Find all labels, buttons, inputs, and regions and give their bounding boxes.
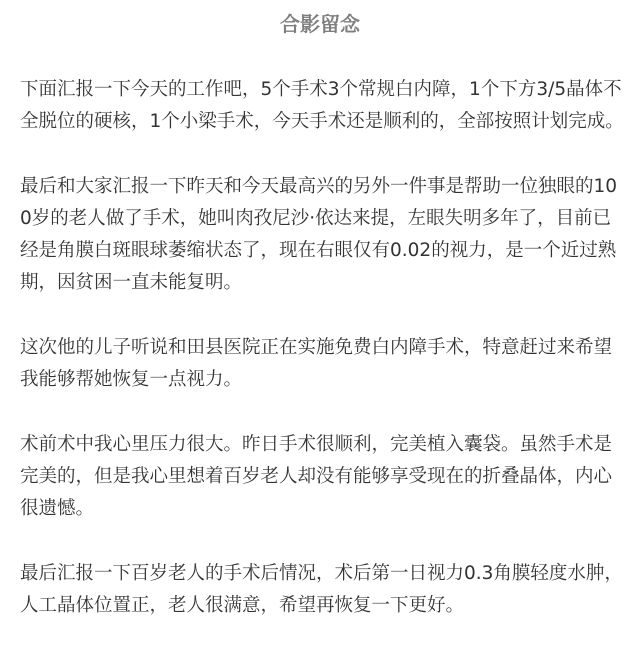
paragraph-4: 术前术中我心里压力很大。昨日手术很顺利，完美植入囊袋。虽然手术是完美的，但是我心里想着百岁老人却没有能够享受现在的折叠晶体，内心很遗憾。 <box>20 434 613 519</box>
paragraph-5: 最后汇报一下百岁老人的手术后情况，术后第一日视力0.3角膜轻度水肿，人工晶体位置正，老人很满意，希望再恢复一下更好。 <box>20 563 623 616</box>
paragraph-2: 最后和大家汇报一下昨天和今天最高兴的另外一件事是帮助一位独眼的100岁的老人做了手术，她叫肉孜尼沙·依达来提，左眼失明多年了，目前已经是角膜白斑眼球萎缩状态了，现在右眼仅有0.02的视力，是一个近过熟期，因贫困一直未能复明。 <box>20 176 618 293</box>
article-title: 合影留念 <box>280 12 360 36</box>
article-body <box>20 74 625 622</box>
paragraph-3: 这次他的儿子听说和田县医院正在实施免费白内障手术，特意赶过来希望我能够帮她恢复一点视力。 <box>20 337 613 390</box>
paragraph-1: 下面汇报一下今天的工作吧，5个手术3个常规白内障，1个下方3/5晶体不全脱位的硬核，1个小梁手术，今天手术还是顺利的，全部按照计划完成。 <box>20 79 624 132</box>
